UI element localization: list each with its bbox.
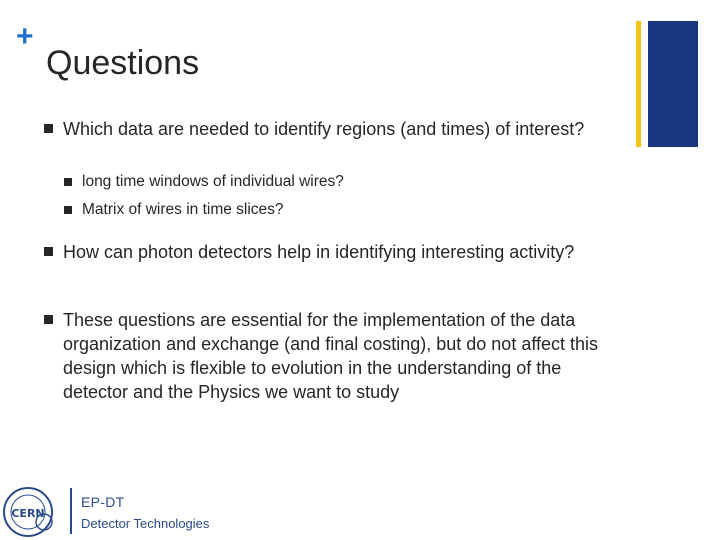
bullet-item bbox=[44, 117, 624, 141]
bullet-text: Which data are needed to identify regions (and times) of interest? bbox=[63, 119, 585, 139]
plus-mark: + bbox=[16, 20, 34, 53]
sub-bullet-item bbox=[64, 172, 624, 192]
footer-divider bbox=[70, 488, 72, 534]
footer-subtitle: Detector Technologies bbox=[81, 516, 210, 531]
bullet-item bbox=[44, 308, 624, 404]
footer-department: EP-DT bbox=[81, 494, 125, 510]
sub-bullet-text: Matrix of wires in time slices? bbox=[82, 201, 284, 218]
bullet-text: These questions are essential for the implementation of the data organization and exchange (and final costing), but do not affect this design which is flexible to evolution in the understanding of the detector and the Physics we want to study bbox=[63, 310, 599, 402]
bullet-item bbox=[44, 240, 624, 264]
bullet-square-icon bbox=[64, 206, 72, 214]
slide-title: Questions bbox=[46, 44, 200, 82]
bullet-square-icon bbox=[44, 247, 53, 256]
bullet-square-icon bbox=[64, 178, 72, 186]
sub-bullet-item bbox=[64, 200, 624, 220]
cern-logo-icon bbox=[0, 484, 60, 540]
bullet-square-icon bbox=[44, 315, 53, 324]
accent-bar-gold bbox=[636, 21, 641, 147]
sub-bullet-text: long time windows of individual wires? bbox=[82, 173, 344, 190]
bullet-text: How can photon detectors help in identifying interesting activity? bbox=[63, 242, 575, 262]
cern-logo-text: CERN bbox=[11, 507, 45, 520]
bullet-square-icon bbox=[44, 124, 53, 133]
accent-bar-blue bbox=[648, 21, 698, 147]
